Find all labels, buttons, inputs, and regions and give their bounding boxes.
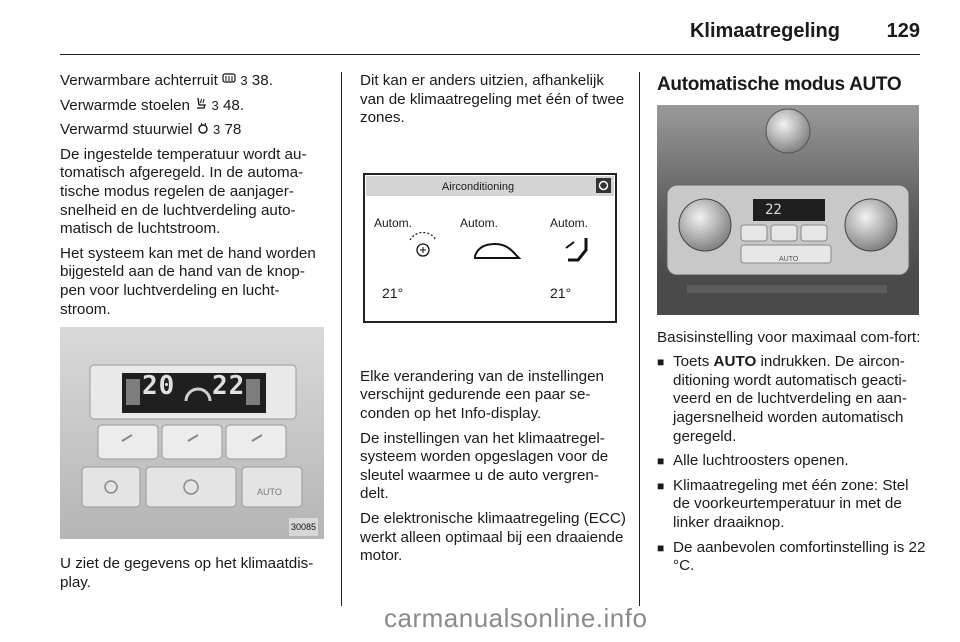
rear-window-heat-icon: [222, 72, 236, 91]
paragraph: Elke verandering van de instellingen verschijnt gedurende een paar se-conden op het Info-display.: [360, 367, 605, 422]
page-number: 129: [886, 20, 920, 42]
page-ref-link[interactable]: 38.: [251, 72, 273, 89]
paragraph: U ziet de gegevens op het klimaatdis-play.: [60, 555, 314, 591]
column-2: [360, 72, 626, 572]
screen-temp-right: 21°: [550, 284, 572, 301]
paragraph: De elektronische klimaatregeling (ECC) werkt alleen optimaal bij een draaiende motor.: [360, 509, 626, 565]
photo-auto-label: AUTO: [779, 255, 799, 263]
climate-panel-photo: [60, 327, 324, 539]
list-item: ■ Toets AUTO indrukken. De aircon-ditioning wordt automatisch geacti-veerd en de luchtverdeling en aan-jagersnelheid worden automatisch geregeld.: [657, 353, 927, 446]
screen-title: Airconditioning: [441, 180, 515, 193]
list-item: ■ Alle luchtroosters openen.: [657, 452, 927, 471]
paragraph: Dit kan er anders uitzien, afhankelijk van de klimaatregeling met één of twee zones.: [360, 72, 625, 127]
ref-rear-window: Verwarmbare achterruit 3 38.: [60, 72, 273, 89]
auto-button-label: AUTO: [257, 487, 282, 498]
display-temp-right: 22: [212, 371, 246, 402]
screen-autom-center: Autom.: [460, 215, 499, 230]
chapter-title: Klimaatregeling: [689, 20, 840, 42]
ref-heated-seats: Verwarmde stoelen 3 48.: [60, 96, 245, 114]
screen-autom-right: Autom.: [550, 215, 589, 230]
bullet-list: [657, 353, 927, 576]
list-item: ■ Klimaatregeling met één zone: Stel de voorkeurtemperatuur in met de linker draaiknop.: [657, 477, 927, 533]
paragraph: Het systeem kan met de hand worden bijgesteld aan de hand van de knop-pen voor luchtverdeling en lucht-stroom.: [60, 244, 316, 318]
intro-text: Basisinstelling voor maximaal com-fort:: [657, 328, 921, 346]
column-1: [60, 72, 328, 598]
info-display-figure: [360, 140, 622, 356]
arrow-icon: 3: [211, 97, 219, 113]
page-ref-link[interactable]: 78: [224, 121, 242, 139]
column-3: [657, 72, 927, 582]
list-item: ■ De aanbevolen comfortinstelling is 22 °C.: [657, 539, 927, 576]
column-divider: [639, 72, 640, 606]
page-ref-link[interactable]: 48.: [222, 96, 245, 114]
figure-code: 30085: [289, 518, 318, 537]
display-temp-left: 20: [142, 371, 176, 402]
column-divider: [341, 72, 342, 606]
section-title: Automatische modus AUTO: [657, 74, 902, 95]
paragraph: De instellingen van het klimaatregel-systeem worden opgeslagen voor de sleutel waarmee u de auto vergren-delt.: [360, 429, 609, 503]
screen-autom-left: Autom.: [374, 215, 413, 230]
page-header: [60, 14, 920, 55]
paragraph: De ingestelde temperatuur wordt au-tomatisch afgeregeld. In de automa-tische modus regelen de aanjager-snelheid en de luchtverdeling auto-matisch de luchtstroom.: [60, 145, 307, 238]
screen-temp-left: 21°: [382, 284, 404, 301]
arrow-icon: 3: [212, 122, 221, 138]
steering-wheel-heat-icon: [197, 121, 209, 140]
watermark: carmanualsonline.info: [384, 603, 648, 633]
control-panel-photo: [657, 105, 919, 315]
photo-display-temp: 22: [765, 201, 782, 218]
ref-heated-wheel: Verwarmd stuurwiel 3 78: [60, 121, 242, 139]
seat-heat-icon: [194, 97, 207, 116]
arrow-icon: 3: [240, 73, 248, 88]
